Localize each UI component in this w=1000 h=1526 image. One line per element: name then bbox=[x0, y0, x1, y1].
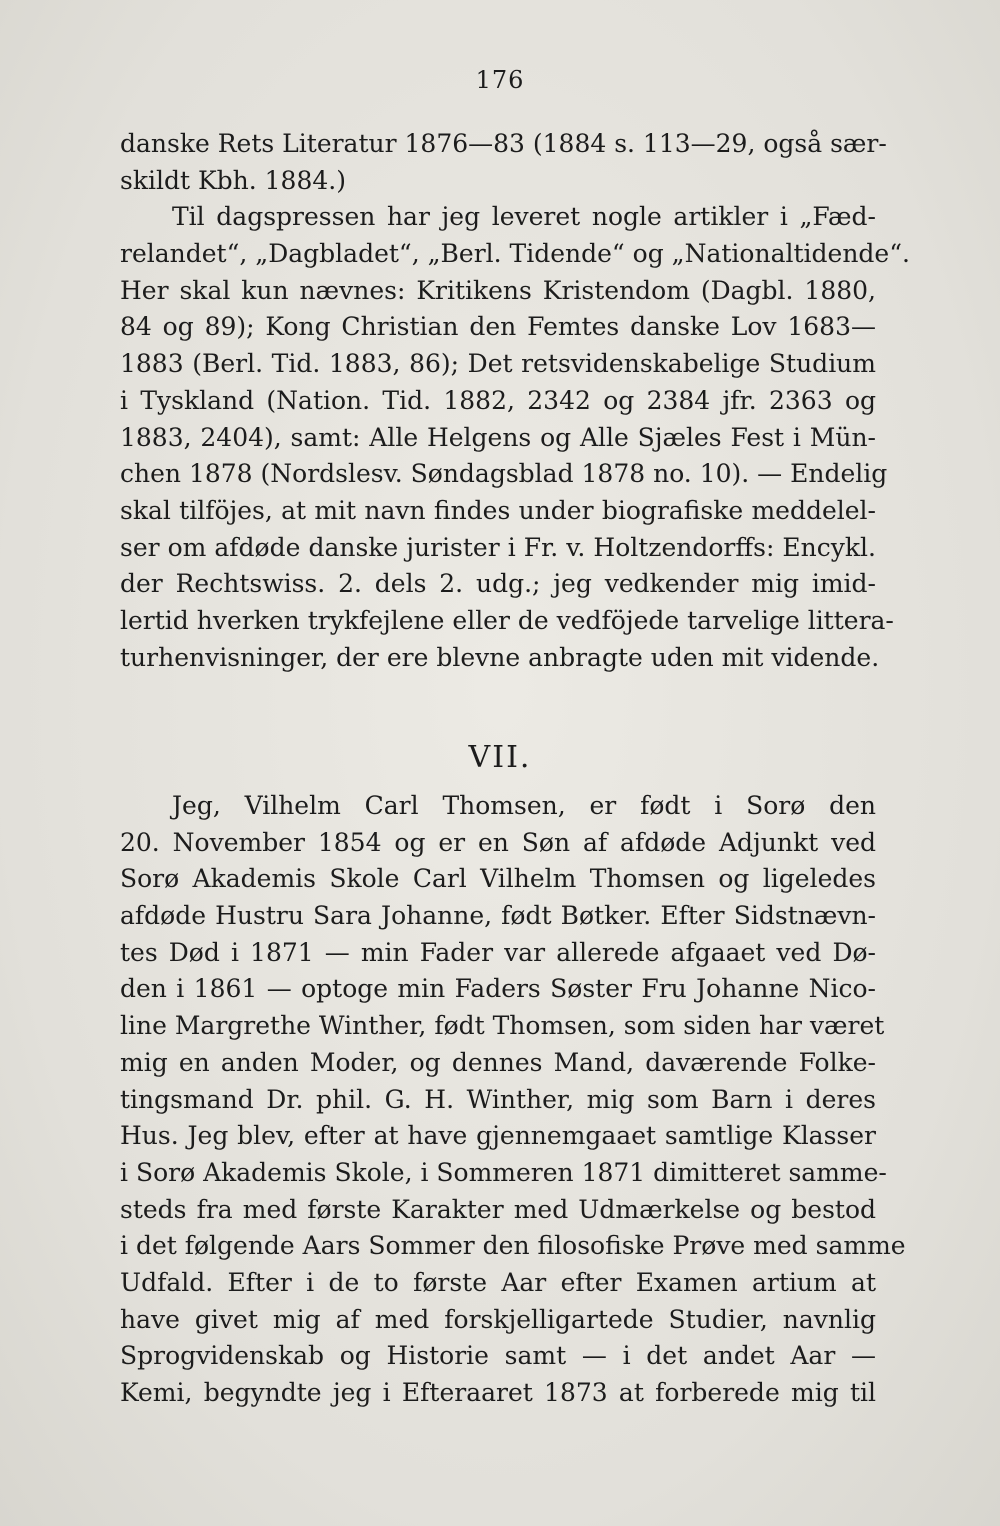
text-line: chen 1878 (Nordslesv. Søndagsblad 1878 no. 10). — Endelig bbox=[120, 459, 888, 489]
paragraph-block-biography bbox=[120, 788, 906, 1412]
text-line: den i 1861 — optoge min Faders Søster Fru Johanne Nico- bbox=[120, 974, 876, 1004]
section-heading: VII. bbox=[468, 740, 532, 775]
text-line: Hus. Jeg blev, efter at have gjennemgaaet samtlige Klasser bbox=[120, 1121, 876, 1151]
text-line: tes Død i 1871 — min Fader var allerede afgaaet ved Dø- bbox=[120, 937, 876, 967]
text-line: mig en anden Moder, og dennes Mand, daværende Folke- bbox=[120, 1047, 876, 1077]
text-line: i det følgende Aars Sommer den filosofiske Prøve med samme bbox=[120, 1231, 906, 1261]
text-line: turhenvisninger, der ere blevne anbragte uden mit vidende. bbox=[120, 642, 880, 672]
text-line: tingsmand Dr. phil. G. H. Winther, mig som Barn i deres bbox=[120, 1084, 876, 1114]
text-line: Udfald. Efter i de to første Aar efter Examen artium at bbox=[120, 1267, 876, 1297]
text-line: afdøde Hustru Sara Johanne, født Bøtker. Efter Sidstnævn- bbox=[120, 901, 876, 931]
text-line: der Rechtswiss. 2. dels 2. udg.; jeg vedkender mig imid- bbox=[120, 569, 876, 599]
text-line: skildt Kbh. 1884.) bbox=[120, 165, 346, 195]
text-line: Her skal kun nævnes: Kritikens Kristendom (Dagbl. 1880, bbox=[120, 275, 876, 305]
text-line: i Tyskland (Nation. Tid. 1882, 2342 og 2384 jfr. 2363 og bbox=[120, 385, 876, 415]
text-line: skal tilföjes, at mit navn findes under biografiske meddelel- bbox=[120, 495, 876, 525]
text-line: 1883 (Berl. Tid. 1883, 86); Det retsvidenskabelige Studium bbox=[120, 349, 876, 379]
text-line: steds fra med første Karakter med Udmærkelse og bestod bbox=[120, 1194, 876, 1224]
text-line: i Sorø Akademis Skole, i Sommeren 1871 dimitteret samme- bbox=[120, 1157, 887, 1187]
text-line: ser om afdøde danske jurister i Fr. v. Holtzendorffs: Encykl. bbox=[120, 532, 876, 562]
text-line: Til dagspressen har jeg leveret nogle artikler i „Fæd- bbox=[172, 202, 876, 232]
text-line: 84 og 89); Kong Christian den Femtes danske Lov 1683— bbox=[120, 312, 876, 342]
text-line: Jeg, Vilhelm Carl Thomsen, er født i Sorø den bbox=[172, 791, 876, 820]
text-line: Kemi, begyndte jeg i Efteraaret 1873 at forberede mig til bbox=[120, 1378, 876, 1407]
text-line: lertid hverken trykfejlene eller de vedföjede tarvelige littera- bbox=[120, 605, 894, 635]
text-line: line Margrethe Winther, født Thomsen, som siden har været bbox=[120, 1011, 885, 1041]
text-line: have givet mig af med forskjelligartede Studier, navnlig bbox=[120, 1304, 876, 1334]
text-line: relandet“, „Dagbladet“, „Berl. Tidende“ og „Nationaltidende“. bbox=[120, 239, 910, 269]
text-line: Sorø Akademis Skole Carl Vilhelm Thomsen og ligeledes bbox=[120, 864, 876, 894]
text-line: 1883, 2404), samt: Alle Helgens og Alle Sjæles Fest i Mün- bbox=[120, 422, 876, 452]
text-line: Sprogvidenskab og Historie samt — i det andet Aar — bbox=[120, 1341, 876, 1371]
paragraph-block-bibliography bbox=[120, 126, 910, 676]
text-line: 20. November 1854 og er en Søn af afdøde Adjunkt ved bbox=[120, 827, 876, 857]
text-line: danske Rets Literatur 1876—83 (1884 s. 113—29, også sær- bbox=[120, 129, 887, 158]
page-number: 176 bbox=[475, 66, 525, 94]
